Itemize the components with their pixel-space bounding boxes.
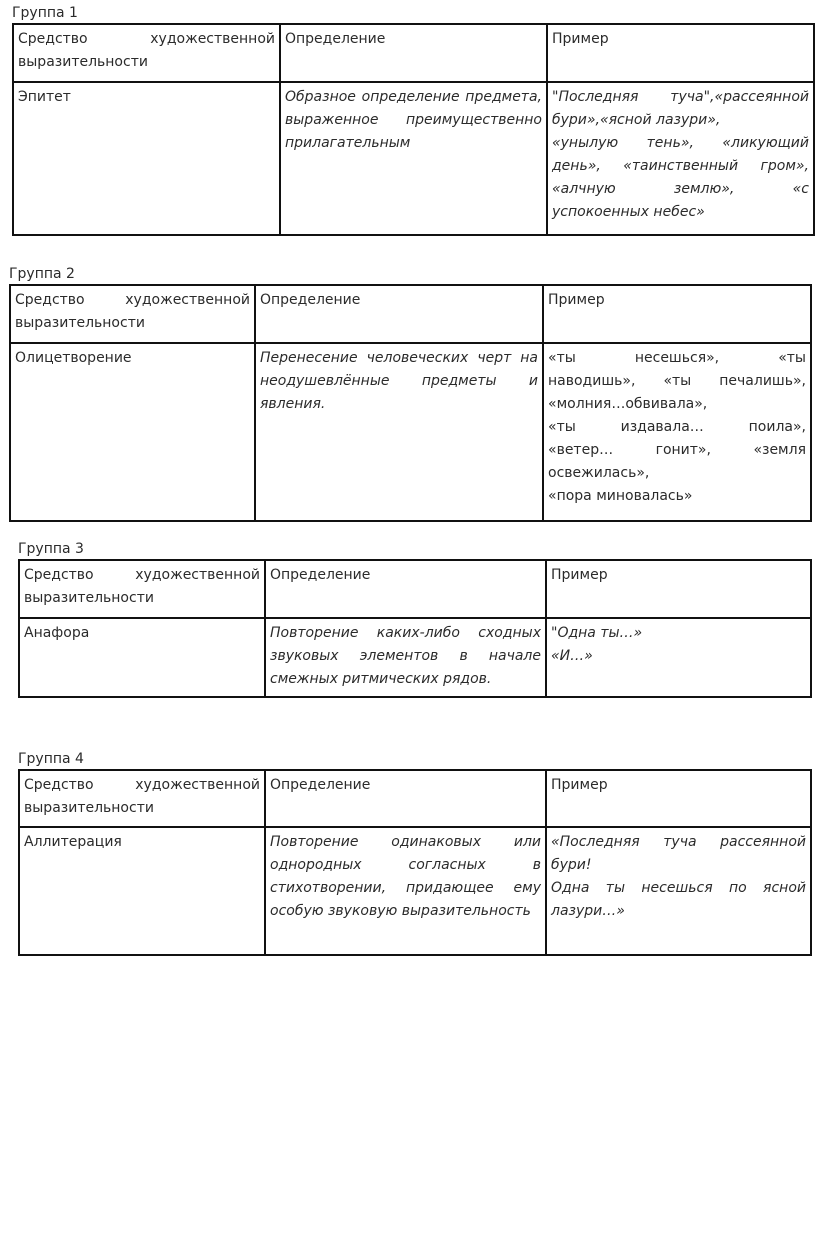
definition-cell: Образное определение предмета, выраженное преимущественно прилагательным [280, 82, 547, 235]
table-row [10, 343, 811, 521]
table-row [13, 82, 814, 235]
example-line: успокоенных небес» [552, 204, 705, 220]
term-cell: Анафора [19, 618, 265, 697]
header-device: Средство художественной выразительности [10, 285, 255, 343]
example-line: «И…» [551, 648, 593, 664]
group-1 [12, 5, 815, 236]
definition-cell: Повторение одинаковых или однородных согласных в стихотворении, придающее ему особую звуковую выразительность [265, 827, 546, 955]
example-line: освежилась», [548, 465, 650, 481]
example-line: лазури…» [551, 903, 625, 919]
header-device: Средство художественной выразительности [13, 24, 280, 82]
header-example: Пример [546, 770, 811, 827]
table-row [19, 827, 811, 955]
group-2 [9, 266, 812, 522]
group-4 [18, 751, 812, 956]
example-line: бури»,«ясной лазури», [552, 112, 721, 128]
table-row [19, 618, 811, 697]
example-cell [543, 343, 811, 521]
example-line: «ветер… гонит», «земля [548, 442, 806, 458]
group-3-table [18, 559, 812, 698]
group-3 [18, 541, 812, 698]
example-cell [546, 618, 811, 697]
example-line: «ты несешься», «ты [548, 350, 806, 366]
table-header-row [13, 24, 814, 82]
term-cell: Эпитет [13, 82, 280, 235]
example-line: наводишь», «ты печалишь», [548, 373, 806, 389]
example-cell [547, 82, 814, 235]
group-2-label: Группа 2 [9, 266, 75, 282]
group-4-table [18, 769, 812, 956]
table-header-row [10, 285, 811, 343]
group-2-table [9, 284, 812, 522]
example-line: день», «таинственный гром», [552, 158, 809, 174]
header-example: Пример [543, 285, 811, 343]
example-line: "Одна ты…» [551, 625, 643, 641]
example-line: «ты издавала… поила», [548, 419, 806, 435]
example-line: «Последняя туча рассеянной [551, 834, 806, 850]
header-definition: Определение [255, 285, 543, 343]
group-1-table [12, 23, 815, 236]
group-3-label: Группа 3 [18, 541, 84, 557]
header-device: Средство художественной выразительности [19, 560, 265, 618]
header-example: Пример [547, 24, 814, 82]
header-definition: Определение [265, 770, 546, 827]
definition-cell: Перенесение человеческих черт на неодушевлённые предметы и явления. [255, 343, 543, 521]
table-header-row [19, 770, 811, 827]
example-line: бури! [551, 857, 592, 873]
table-header-row [19, 560, 811, 618]
example-line: «пора миновалась» [548, 488, 693, 504]
example-cell [546, 827, 811, 955]
term-cell: Олицетворение [10, 343, 255, 521]
group-1-label: Группа 1 [12, 5, 78, 21]
example-line: «унылую тень», «ликующий [552, 135, 809, 151]
header-definition: Определение [265, 560, 546, 618]
example-line: «алчную землю», «с [552, 181, 809, 197]
term-cell: Аллитерация [19, 827, 265, 955]
example-line: Одна ты несешься по ясной [551, 880, 806, 896]
definition-cell: Повторение каких-либо сходных звуковых элементов в начале смежных ритмических рядов. [265, 618, 546, 697]
example-line: «молния…обвивала», [548, 396, 708, 412]
group-4-label: Группа 4 [18, 751, 84, 767]
example-line: "Последняя туча",«рассеянной [552, 89, 809, 105]
header-definition: Определение [280, 24, 547, 82]
header-example: Пример [546, 560, 811, 618]
header-device: Средство художественной выразительности [19, 770, 265, 827]
